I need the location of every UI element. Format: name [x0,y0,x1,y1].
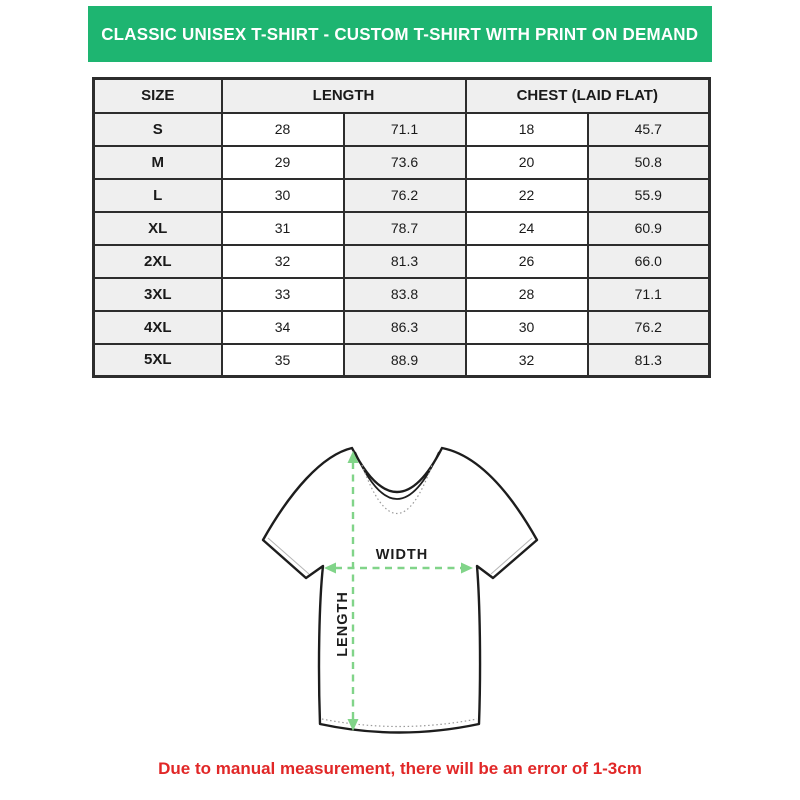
size-cell: 2XL [94,245,222,278]
table-row [94,179,710,212]
col-header-chest: CHEST (LAID FLAT) [466,79,710,113]
measurement-cell: 88.9 [344,344,466,377]
table-row [94,245,710,278]
measurement-cell: 30 [222,179,344,212]
size-cell: 4XL [94,311,222,344]
measurement-cell: 76.2 [588,311,710,344]
title-banner [88,6,712,62]
table-row [94,311,710,344]
measurement-cell: 22 [466,179,588,212]
measurement-cell: 66.0 [588,245,710,278]
measurement-cell: 30 [466,311,588,344]
table-row [94,212,710,245]
measurement-cell: 24 [466,212,588,245]
measurement-cell: 34 [222,311,344,344]
measurement-cell: 73.6 [344,146,466,179]
measurement-cell: 76.2 [344,179,466,212]
measurement-cell: 33 [222,278,344,311]
size-chart-table [92,77,711,378]
size-cell: L [94,179,222,212]
measurement-cell: 71.1 [344,113,466,146]
measurement-cell: 20 [466,146,588,179]
measurement-cell: 71.1 [588,278,710,311]
measurement-cell: 26 [466,245,588,278]
measurement-cell: 32 [222,245,344,278]
measurement-cell: 81.3 [588,344,710,377]
tshirt-outline [263,448,537,733]
tshirt-measurement-diagram [250,428,550,758]
table-header-row [94,79,710,113]
size-cell: S [94,113,222,146]
measurement-cell: 32 [466,344,588,377]
table-row [94,278,710,311]
measurement-cell: 81.3 [344,245,466,278]
measurement-cell: 18 [466,113,588,146]
col-header-size: SIZE [94,79,222,113]
table-row [94,113,710,146]
measurement-cell: 50.8 [588,146,710,179]
measurement-cell: 31 [222,212,344,245]
measurement-cell: 28 [466,278,588,311]
tshirt-drawing [250,428,550,758]
table-row [94,344,710,377]
measurement-cell: 83.8 [344,278,466,311]
measurement-cell: 60.9 [588,212,710,245]
size-cell: 5XL [94,344,222,377]
measurement-cell: 28 [222,113,344,146]
size-cell: XL [94,212,222,245]
col-header-length: LENGTH [222,79,466,113]
page-title: CLASSIC UNISEX T-SHIRT - CUSTOM T-SHIRT WITH PRINT ON DEMAND [101,23,699,44]
measurement-cell: 45.7 [588,113,710,146]
size-cell: 3XL [94,278,222,311]
measurement-cell: 29 [222,146,344,179]
measurement-error-note: Due to manual measurement, there will be an error of 1-3cm [158,759,642,778]
size-cell: M [94,146,222,179]
table-body [94,113,710,377]
measurement-cell: 86.3 [344,311,466,344]
measurement-cell: 35 [222,344,344,377]
measurement-cell: 78.7 [344,212,466,245]
length-arrow-label: LENGTH [335,591,351,657]
measurement-cell: 55.9 [588,179,710,212]
width-arrow-label: WIDTH [375,547,429,563]
table-row [94,146,710,179]
